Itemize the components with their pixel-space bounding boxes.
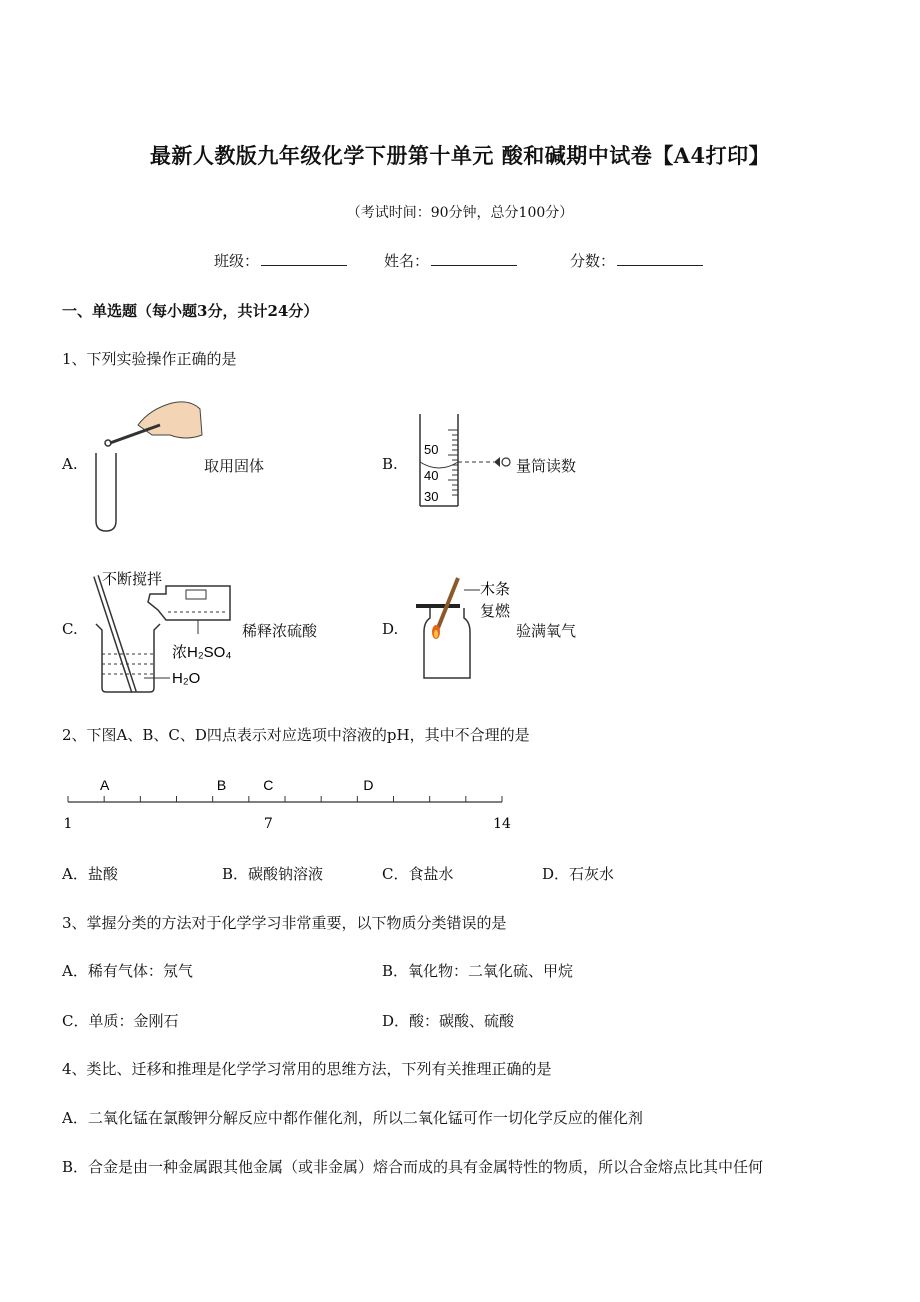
q1-option-c-letter: C. [62, 620, 78, 638]
q2-option-c: C．食盐水 [382, 865, 454, 883]
q3-option-b: B．氧化物：二氧化硫、甲烷 [382, 962, 574, 980]
ph-tick-label: 14 [493, 816, 511, 832]
score-field[interactable]: 分数： [570, 250, 703, 271]
class-field[interactable]: 班级： [214, 250, 347, 271]
dilution-figure [88, 566, 238, 696]
q1-option-a-letter: A. [62, 455, 78, 473]
ph-tick-label: 1 [63, 816, 73, 832]
cylinder-tick-30: 30 [424, 489, 439, 504]
q1-option-b-caption: 量筒读数 [516, 457, 577, 475]
cylinder-reading-figure [414, 410, 518, 510]
water-label: H₂O [172, 670, 201, 687]
stir-label: 不断搅拌 [102, 571, 163, 588]
question-2-stem: 2、下图A、B、C、D四点表示对应选项中溶液的pH，其中不合理的是 [62, 726, 530, 744]
q3-option-a: A．稀有气体：氖气 [62, 962, 193, 980]
q1-option-c-caption: 稀释浓硫酸 [242, 622, 318, 640]
solid-sampling-figure [90, 395, 210, 535]
ph-point-d: D [363, 777, 374, 793]
ph-point-c: C [263, 777, 274, 793]
relight-label: 复燃 [480, 603, 511, 620]
exam-info: （考试时间：90分钟，总分100分） [346, 205, 574, 221]
q2-option-a: A．盐酸 [62, 865, 118, 883]
acid-label: 浓H₂SO₄ [172, 644, 232, 661]
q3-option-d: D．酸：碳酸、硫酸 [382, 1012, 515, 1030]
q4-option-b: B．合金是由一种金属跟其他金属（或非金属）熔合而成的具有金属特性的物质，所以合金熔点比其中任何 [62, 1158, 764, 1176]
q1-option-d-letter: D. [382, 620, 399, 638]
splint-label: 木条 [480, 581, 511, 598]
q4-option-a: A．二氧化锰在氯酸钾分解反应中都作催化剂，所以二氧化锰可作一切化学反应的催化剂 [62, 1109, 643, 1127]
ph-point-b: B [216, 777, 227, 793]
q3-option-c: C．单质：金刚石 [62, 1012, 179, 1030]
ph-scale [0, 770, 920, 840]
page-title: 最新人教版九年级化学下册第十单元 酸和碱期中试卷【A4打印】 [149, 143, 771, 168]
oxygen-test-figure [414, 572, 524, 684]
q2-option-d: D．石灰水 [542, 865, 615, 883]
cylinder-tick-40: 40 [424, 468, 439, 483]
ph-tick-label: 7 [263, 816, 273, 832]
question-1-stem: 1、下列实验操作正确的是 [62, 350, 237, 368]
q1-option-b-letter: B. [382, 455, 398, 473]
q1-option-a-caption: 取用固体 [204, 457, 265, 475]
section-title: 一、单选题（每小题3分，共计24分） [62, 302, 319, 320]
question-3-stem: 3、掌握分类的方法对于化学学习非常重要，以下物质分类错误的是 [62, 914, 507, 932]
question-4-stem: 4、类比、迁移和推理是化学学习常用的思维方法，下列有关推理正确的是 [62, 1060, 552, 1078]
q1-option-d-caption: 验满氧气 [516, 622, 577, 640]
q2-option-b: B．碳酸钠溶液 [222, 865, 324, 883]
ph-point-a: A [100, 777, 110, 793]
cylinder-tick-50: 50 [424, 442, 439, 457]
name-field[interactable]: 姓名： [384, 250, 517, 271]
